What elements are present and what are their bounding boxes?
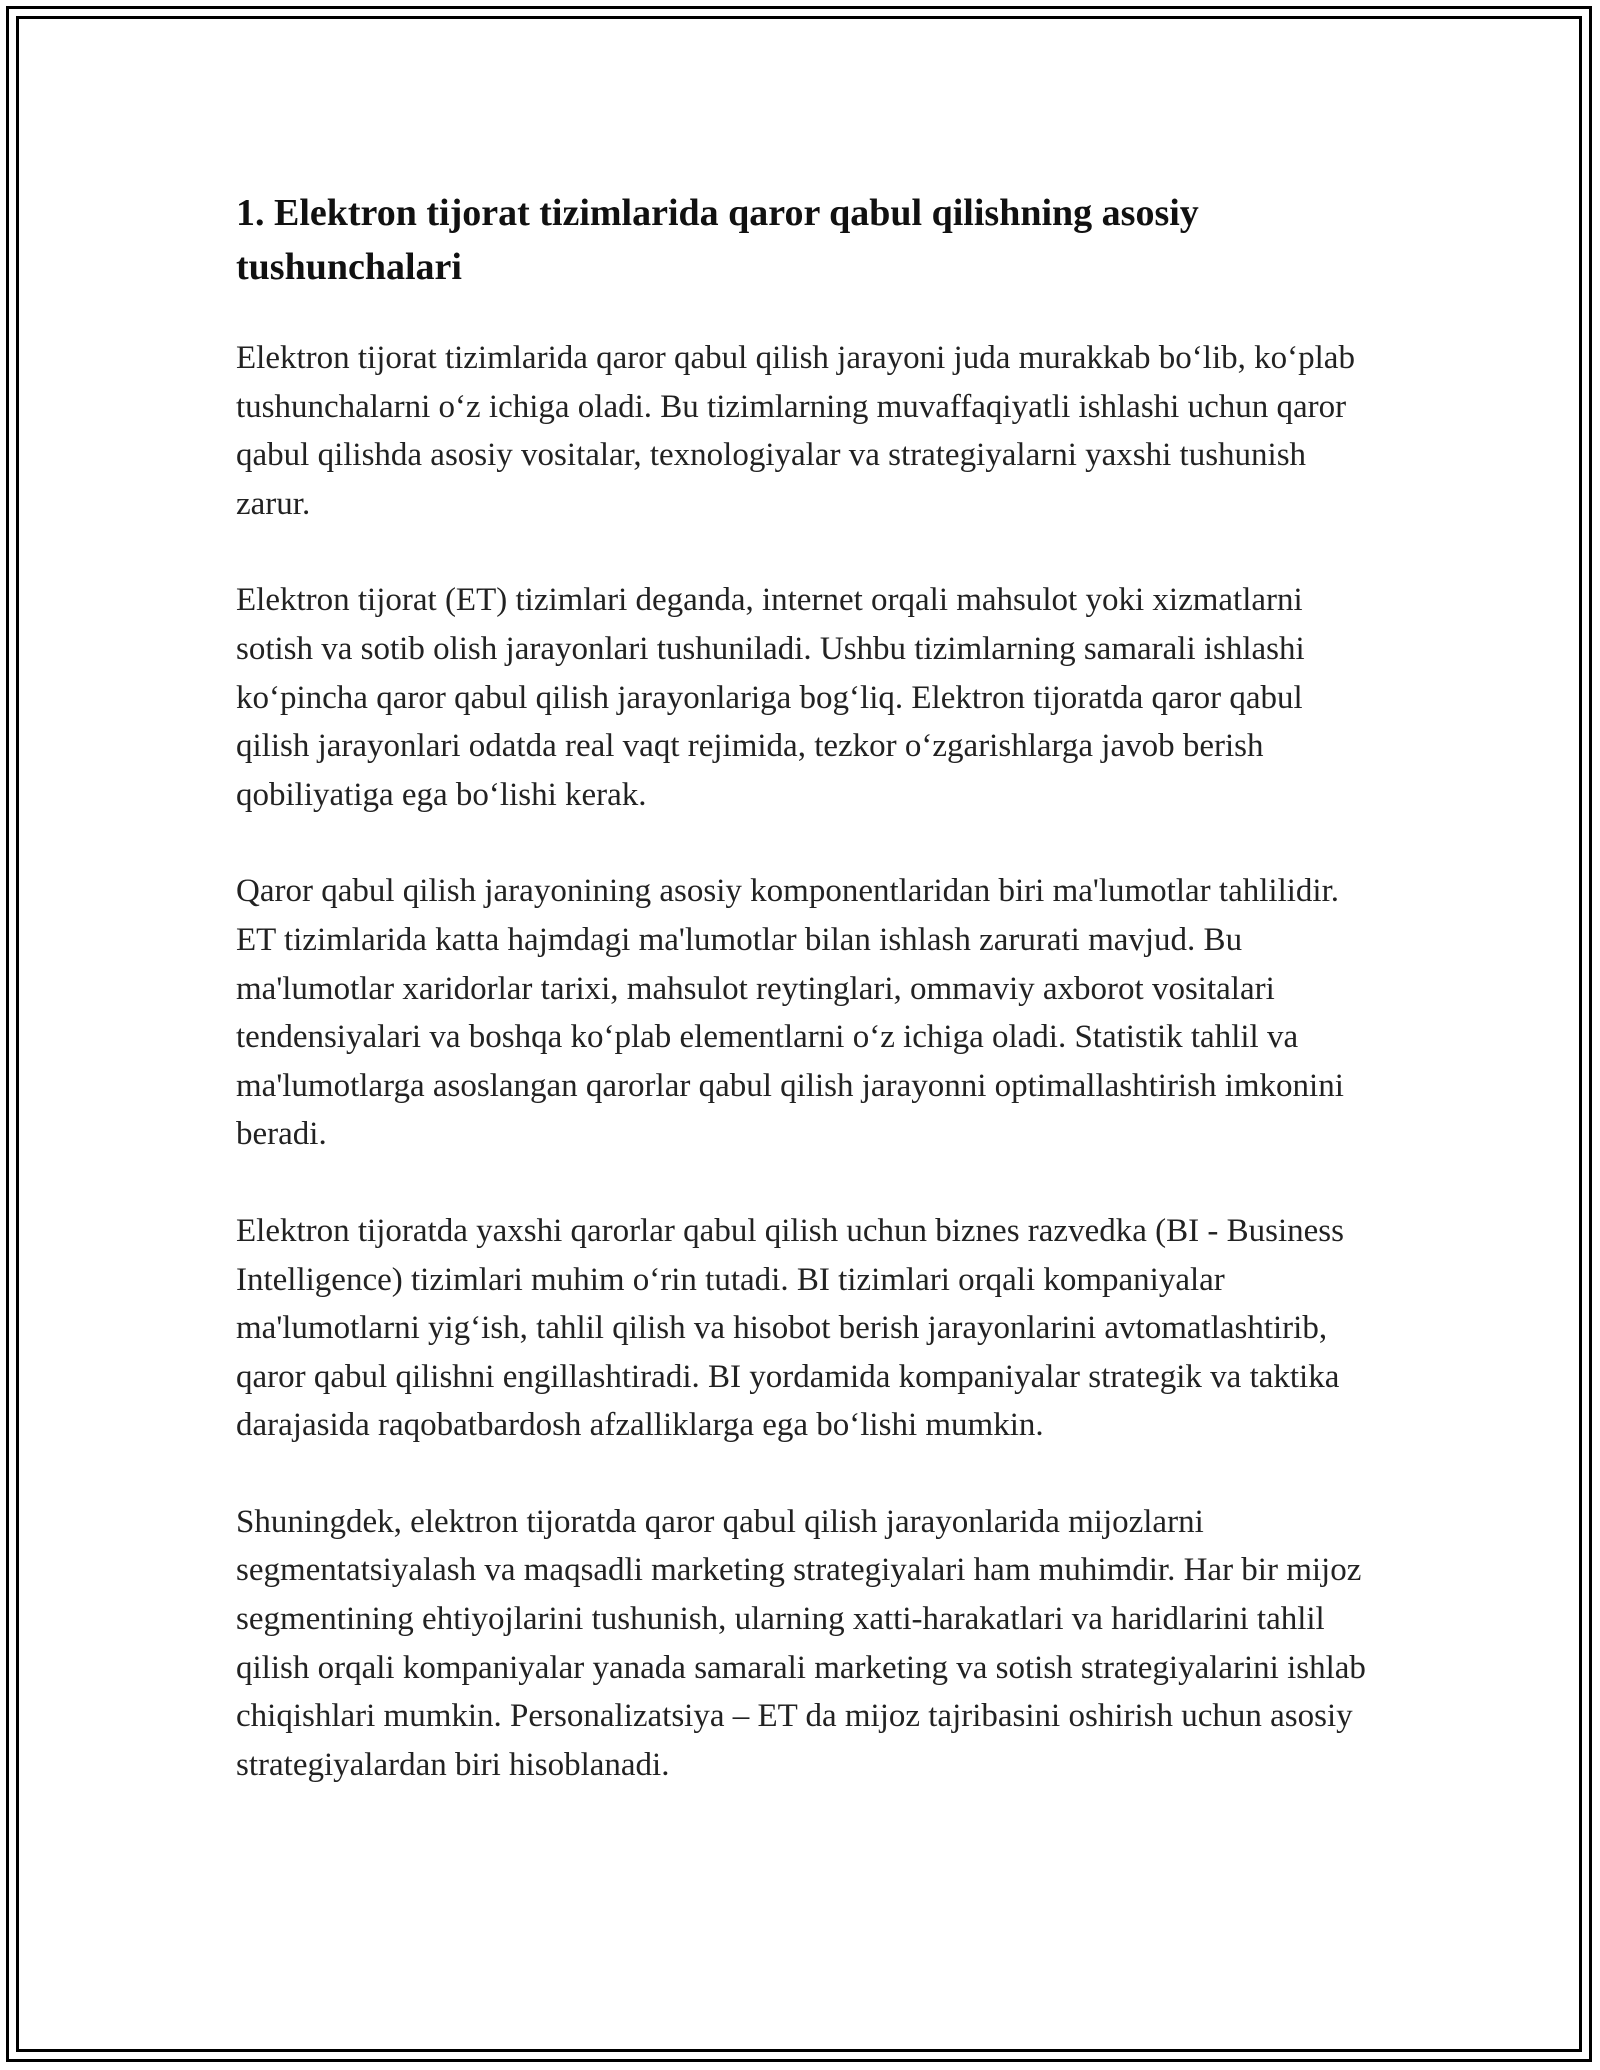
section-title: 1. Elektron tijorat tizimlarida qaror qabul qilishning asosiy tushunchalari xyxy=(236,192,1199,288)
paragraph-segmentation: Shuningdek, elektron tijoratda qaror qabul qilish jarayonlarida mijozlarni segmentatsiyalash va maqsadli marketing strategiyalari ham muhimdir. Har bir mijoz segmentining ehtiyojlarini tushunish, ularning xatti-harakatlari va haridlarini tahlil qilish orqali kompaniyalar yanada samarali marketing va sotish strategiyalarini ishlab chiqishlari mumkin. Personalizatsiya – ET da mijoz tajribasini oshirish uchun asosiy strategiyalardan biri hisoblanadi. xyxy=(236,1503,1366,1783)
document-body xyxy=(236,186,1381,1837)
paragraph-data-analysis: Qaror qabul qilish jarayonining asosiy komponentlaridan biri ma'lumotlar tahlilidir. ET tizimlarida katta hajmdagi ma'lumotlar bilan ishlash zarurati mavjud. Bu ma'lumotlar xaridorlar tarixi, mahsulot reytinglari, ommaviy axborot vositalari tendensiyalari va boshqa ko‘plab elementlarni o‘z ichiga oladi. Statistik tahlil va ma'lumotlarga asoslangan qarorlar qabul qilish jarayonni optimallashtirish imkonini beradi. xyxy=(236,873,1344,1153)
paragraph-business-intelligence: Elektron tijoratda yaxshi qarorlar qabul qilish uchun biznes razvedka (BI - Business Intelligence) tizimlari muhim o‘rin tutadi. BI tizimlari orqali kompaniyalar ma'lumotlarni yig‘ish, tahlil qilish va hisobot berish jarayonlarini avtomatlashtirib, qaror qabul qilishni engillashtiradi. BI yordamida kompaniyalar strategik va taktika darajasida raqobatbardosh afzalliklarga ega bo‘lishi mumkin. xyxy=(236,1212,1344,1444)
paragraph-intro: Elektron tijorat tizimlarida qaror qabul qilish jarayoni juda murakkab bo‘lib, ko‘plab tushunchalarni o‘z ichiga oladi. Bu tizimlarning muvaffaqiyatli ishlashi uchun qaror qabul qilishda asosiy vositalar, texnologiyalar va strategiyalarni yaxshi tushunish zarur. xyxy=(236,340,1355,522)
paragraph-et-definition: Elektron tijorat (ET) tizimlari deganda, internet orqali mahsulot yoki xizmatlarni sotish va sotib olish jarayonlari tushuniladi. Ushbu tizimlarning samarali ishlashi ko‘pincha qaror qabul qilish jarayonlariga bog‘liq. Elektron tijoratda qaror qabul qilish jarayonlari odatda real vaqt rejimida, tezkor o‘zgarishlarga javob berish qobiliyatiga ega bo‘lishi kerak. xyxy=(236,582,1305,813)
